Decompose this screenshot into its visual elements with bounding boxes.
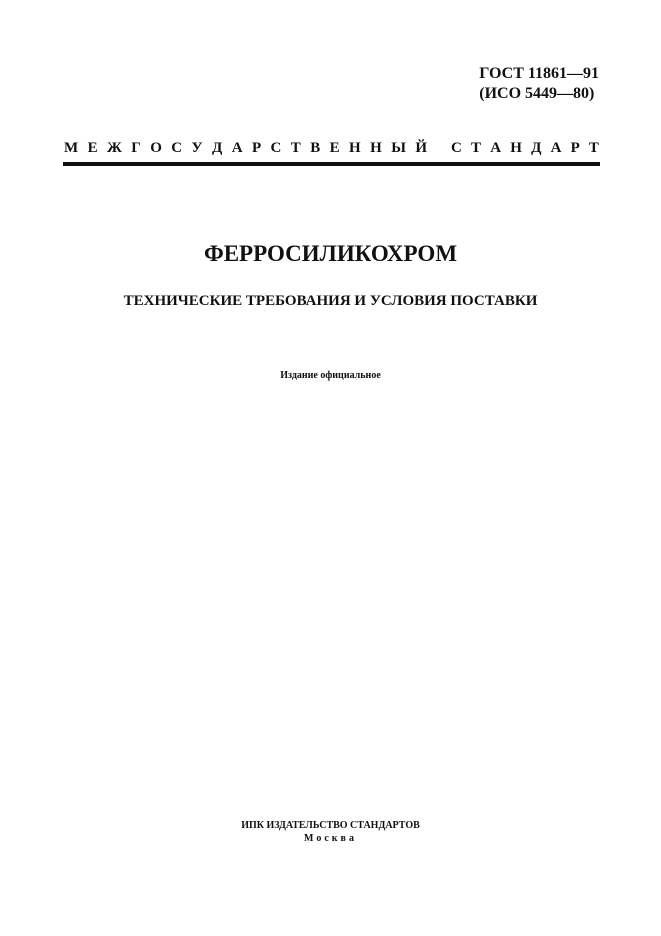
spaced-letter: Д bbox=[531, 140, 542, 156]
spaced-letter: Й bbox=[415, 140, 427, 156]
standard-kind-word-standard bbox=[451, 140, 599, 156]
header-rule bbox=[63, 162, 600, 166]
spaced-letter: Ы bbox=[391, 140, 406, 156]
standard-code-block bbox=[479, 64, 599, 104]
spaced-letter: М bbox=[64, 140, 79, 156]
standard-number: ГОСТ 11861—91 bbox=[479, 65, 599, 82]
spaced-letter: У bbox=[191, 140, 203, 156]
iso-reference: (ИСО 5449—80) bbox=[479, 85, 595, 102]
document-subtitle: ТЕХНИЧЕСКИЕ ТРЕБОВАНИЯ И УСЛОВИЯ ПОСТАВКИ bbox=[123, 293, 538, 309]
spaced-letter: С bbox=[270, 140, 282, 156]
publisher-city: Москва bbox=[304, 833, 357, 844]
spaced-letter: Н bbox=[349, 140, 361, 156]
spaced-letter: А bbox=[550, 140, 562, 156]
spaced-letter: Е bbox=[329, 140, 340, 156]
spaced-letter: Ж bbox=[107, 140, 122, 156]
spaced-letter: Т bbox=[588, 140, 599, 156]
spaced-letter: Е bbox=[87, 140, 98, 156]
spaced-letter: Г bbox=[131, 140, 141, 156]
spaced-letter: Р bbox=[251, 140, 262, 156]
publisher: ИПК ИЗДАТЕЛЬСТВО СТАНДАРТОВ bbox=[241, 820, 420, 831]
spaced-letter: Т bbox=[471, 140, 482, 156]
edition-note: Издание официальное bbox=[280, 370, 381, 381]
spaced-letter: О bbox=[150, 140, 162, 156]
spaced-letter: А bbox=[490, 140, 502, 156]
standard-kind-word-interstate bbox=[64, 140, 427, 156]
spaced-letter: С bbox=[171, 140, 183, 156]
spaced-letter: Д bbox=[211, 140, 223, 156]
standard-kind bbox=[64, 140, 599, 156]
spaced-letter: Т bbox=[290, 140, 301, 156]
spaced-letter: Р bbox=[570, 140, 580, 156]
spaced-letter: Н bbox=[510, 140, 522, 156]
document-title: ФЕРРОСИЛИКОХРОМ bbox=[203, 241, 458, 266]
spaced-letter: С bbox=[451, 140, 462, 156]
spaced-letter: Н bbox=[370, 140, 382, 156]
spaced-letter: А bbox=[231, 140, 243, 156]
spaced-letter: В bbox=[310, 140, 321, 156]
